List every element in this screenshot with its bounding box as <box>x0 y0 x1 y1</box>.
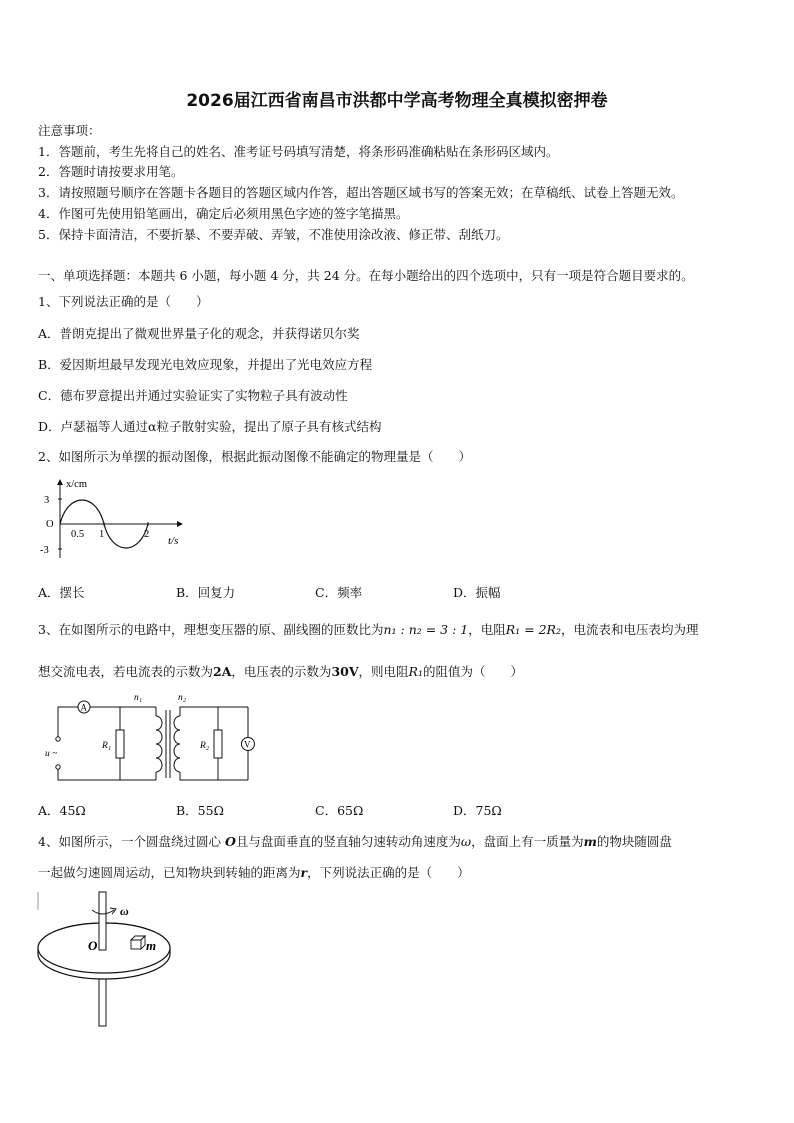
q3-stem-line-1: 3、在如图所示的电路中，理想变压器的原、副线圈的匝数比为n₁ : n₂ = 3 : 1，电阻R₁ = 2R₂，电流表和电压表均为理 <box>38 622 699 637</box>
note-item-5: 5．保持卡面清洁，不要折暴、不要弄破、弄皱，不准使用涂改液、修正带、刮纸刀。 <box>38 227 509 242</box>
x-tick-0.5: 0.5 <box>71 529 85 540</box>
turns-ratio: n₁ : n₂ = 3 : 1 <box>383 622 469 637</box>
n2-label: n₂ <box>178 693 187 703</box>
source-terminal-bottom <box>56 765 60 769</box>
q4-stem-line-1: 4、如图所示，一个圆盘绕过圆心 O且与盘面垂直的竖直轴匀速转动角速度为ω，盘面上有一质量为m的物块随圆盘 <box>38 834 672 849</box>
q1-option-a: A．普朗克提出了微观世界量子化的观念，并获得诺贝尔奖 <box>38 326 360 341</box>
y-tick-3: 3 <box>44 495 50 506</box>
r1-label: R₁ <box>102 741 112 751</box>
omega-label: ω <box>120 904 129 918</box>
x-axis-label: t/s <box>168 535 179 547</box>
note-item-4: 4．作图可先使用铅笔画出，确定后必须用黑色字迹的签字笔描黑。 <box>38 206 409 221</box>
resistance-relation: R₁ = 2R₂ <box>505 622 561 637</box>
q3-option-d: D．75Ω <box>453 803 502 818</box>
n1-label: n₁ <box>134 693 143 703</box>
q3-option-a: A．45Ω <box>38 803 86 818</box>
q2-stem: 2、如图所示为单摆的振动图像，根据此振动图像不能确定的物理量是（ ） <box>38 449 471 464</box>
note-item-2: 2．答题时请按要求用笔。 <box>38 164 184 179</box>
q2-option-d: D．振幅 <box>453 585 501 600</box>
mass-label: m <box>146 938 157 953</box>
notes-heading: 注意事项： <box>38 123 101 138</box>
q2-option-a: A．摆长 <box>38 585 85 600</box>
y-axis-label: x/cm <box>66 479 87 490</box>
q2-option-b: B．回复力 <box>176 585 236 600</box>
q1-option-c: C．德布罗意提出并通过实验证实了实物粒子具有波动性 <box>38 388 348 403</box>
q3-option-c: C．65Ω <box>315 803 364 818</box>
rotating-disk-figure <box>36 888 186 1030</box>
q3-option-b: B．55Ω <box>176 803 224 818</box>
q4-stem-line-2: 一起做匀速圆周运动，已知物块到转轴的距离为r，下列说法正确的是（ ） <box>38 865 470 880</box>
current-reading: 2A <box>213 664 232 679</box>
block-cube <box>131 936 145 949</box>
svg-text:A: A <box>80 702 87 713</box>
r2-label: R₂ <box>200 741 210 751</box>
svg-text:V: V <box>244 739 251 750</box>
note-item-1: 1．答题前，考生先将自己的姓名、准考证号码填写清楚，将条形码准确粘贴在条形码区域内。 <box>38 144 559 159</box>
q1-option-d: D．卢瑟福等人通过α粒子散射实验，提出了原子具有核式结构 <box>38 419 382 434</box>
resistor-r2 <box>214 730 222 758</box>
q3-stem-line-2: 想交流电表，若电流表的示数为2A，电压表的示数为30V，则电阻R₁的阻值为（ ） <box>38 664 523 679</box>
shaft-upper <box>99 892 106 950</box>
shaft-lower <box>99 974 106 1026</box>
y-tick-neg3: -3 <box>40 545 49 556</box>
x-tick-1: 1 <box>99 529 105 540</box>
oscillation-graph <box>36 474 196 564</box>
q1-stem: 1、下列说法正确的是（ ） <box>38 294 209 309</box>
resistor-r1 <box>116 730 124 758</box>
q1-option-b: B．爱因斯坦最早发现光电效应现象，并提出了光电效应方程 <box>38 357 373 372</box>
section-heading: 一、单项选择题：本题共 6 小题，每小题 4 分，共 24 分。在每小题给出的四个选项中，只有一项是符合题目要求的。 <box>38 268 694 283</box>
origin-label: O <box>46 519 54 530</box>
transformer-circuit <box>42 688 268 788</box>
source-label: u ~ <box>45 749 58 759</box>
center-label: O <box>88 938 98 953</box>
voltage-reading: 30V <box>331 664 359 679</box>
q2-option-c: C．频率 <box>315 585 363 600</box>
note-item-3: 3．请按照题号顺序在答题卡各题目的答题区域内作答，超出答题区域书写的答案无效；在草稿纸、试卷上答题无效。 <box>38 185 684 200</box>
page-title: 2026届江西省南昌市洪都中学高考物理全真模拟密押卷 <box>186 91 608 111</box>
source-terminal-top <box>56 737 60 741</box>
x-tick-2: 2 <box>144 529 150 540</box>
